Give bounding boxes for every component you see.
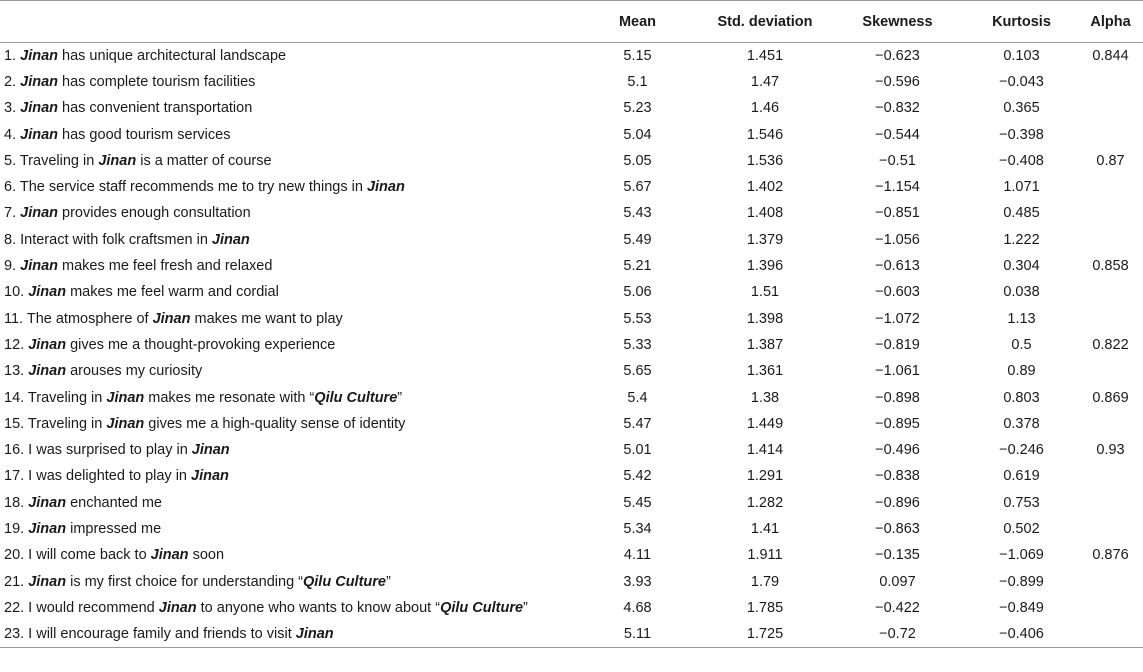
mean-cell: 5.49 (623, 231, 652, 248)
item-emphasis: Jinan (295, 625, 334, 642)
item-text: is a matter of course (136, 152, 272, 169)
mean-cell: 4.68 (623, 599, 652, 616)
alpha-cell: 0.876 (1092, 547, 1129, 564)
alpha-cell (1078, 411, 1143, 437)
kurtosis-cell: 0.5 (1011, 336, 1032, 353)
kurtosis-cell: 0.304 (1003, 258, 1040, 275)
std-deviation-cell: 1.408 (746, 205, 784, 222)
mean-cell: 5.42 (623, 468, 652, 485)
mean-cell: 5.05 (623, 152, 652, 169)
mean-cell: 5.33 (623, 336, 652, 353)
table-row (0, 174, 1143, 200)
table-row (0, 437, 1143, 463)
item-text: 9. (4, 258, 21, 275)
std-deviation-cell: 1.911 (747, 547, 783, 564)
std-deviation-cell: 1.536 (746, 152, 784, 169)
table-row (0, 490, 1143, 516)
alpha-cell: 0.822 (1092, 336, 1129, 353)
alpha-cell (1078, 174, 1143, 200)
mean-cell: 5.06 (623, 284, 652, 301)
kurtosis-cell: 0.619 (1003, 468, 1040, 485)
item-text: makes me resonate with “ (144, 389, 315, 406)
skewness-cell: −0.613 (875, 258, 920, 275)
item-text: makes me feel fresh and relaxed (58, 258, 273, 275)
alpha-cell (1078, 95, 1143, 121)
alpha-cell (1078, 516, 1143, 542)
skewness-cell: −0.72 (830, 621, 965, 647)
item-text: 6. The service staff recommends me to try new things in (4, 179, 367, 196)
alpha-cell (1078, 568, 1143, 594)
skewness-cell: −0.898 (875, 389, 920, 406)
table-row (0, 595, 1143, 621)
item-text: 21. (4, 573, 29, 590)
item-text: 4. (4, 126, 21, 143)
table-row (0, 411, 1143, 437)
std-deviation-cell: 1.79 (750, 573, 780, 590)
item-text: 7. (4, 205, 21, 222)
table-row (0, 95, 1143, 121)
kurtosis-cell: 0.803 (1003, 389, 1040, 406)
item-cell (0, 437, 575, 463)
item-text: is my first choice for understanding “ (66, 573, 303, 590)
table-row (0, 227, 1143, 253)
item-text: soon (188, 547, 225, 564)
item-emphasis: Qilu Culture (440, 599, 524, 616)
std-deviation-cell: 1.414 (746, 442, 784, 459)
item-text: arouses my curiosity (66, 363, 203, 380)
item-text: ” (385, 573, 391, 590)
kurtosis-cell: 0.502 (1003, 520, 1040, 537)
kurtosis-cell: 0.89 (1007, 363, 1036, 380)
item-text: 18. (4, 494, 29, 511)
item-cell (0, 200, 575, 226)
std-deviation-cell: 1.449 (746, 415, 784, 432)
skewness-cell: −1.056 (875, 231, 920, 248)
kurtosis-cell: 0.485 (1003, 205, 1040, 222)
skewness-cell: −0.851 (875, 205, 920, 222)
skewness-cell: −1.154 (875, 179, 920, 196)
kurtosis-cell: 0.103 (1003, 47, 1040, 64)
alpha-cell: 0.844 (1092, 47, 1129, 64)
item-text: 20. I will come back to (4, 547, 151, 564)
alpha-cell: 0.869 (1092, 389, 1129, 406)
std-deviation-cell: 1.46 (750, 100, 780, 117)
item-emphasis: Jinan (152, 310, 191, 327)
skewness-cell: −0.596 (875, 73, 920, 90)
header-alpha: Alpha (1078, 1, 1143, 43)
kurtosis-cell: 1.222 (1003, 231, 1040, 248)
table-row (0, 305, 1143, 331)
mean-cell: 5.21 (623, 258, 652, 275)
alpha-cell (1078, 200, 1143, 226)
item-text: 13. (4, 363, 29, 380)
mean-cell: 5.53 (623, 310, 652, 327)
kurtosis-cell: −0.899 (999, 573, 1044, 590)
mean-cell: 5.45 (623, 494, 652, 511)
item-cell (0, 358, 575, 384)
item-text: 1. (4, 47, 21, 64)
item-cell (0, 305, 575, 331)
table-row (0, 148, 1143, 174)
skewness-cell: −0.496 (875, 442, 920, 459)
table-row (0, 358, 1143, 384)
item-text: 23. I will encourage family and friends to visit (4, 625, 296, 642)
item-cell (0, 121, 575, 147)
table-row (0, 332, 1143, 358)
kurtosis-cell: 1.13 (1007, 310, 1036, 327)
item-text: gives me a high-quality sense of identity (144, 415, 406, 432)
item-cell (0, 542, 575, 568)
item-text: 8. Interact with folk craftsmen in (4, 231, 212, 248)
skewness-cell: −1.072 (875, 310, 920, 327)
std-deviation-cell: 1.51 (750, 284, 780, 301)
table-row (0, 121, 1143, 147)
item-text: has complete tourism facilities (58, 73, 256, 90)
item-emphasis: Jinan (28, 336, 67, 353)
skewness-cell: −0.603 (875, 284, 920, 301)
table-row (0, 621, 1143, 647)
table-row (0, 516, 1143, 542)
item-emphasis: Jinan (20, 126, 58, 143)
alpha-cell (1078, 69, 1143, 95)
item-text: makes me want to play (190, 310, 343, 327)
item-text: 19. (4, 520, 29, 537)
table-row (0, 43, 1143, 69)
skewness-cell: 0.097 (879, 573, 916, 590)
mean-cell: 4.11 (623, 547, 652, 564)
item-text: 11. The atmosphere of (4, 310, 153, 327)
item-cell (0, 69, 575, 95)
skewness-cell: −0.623 (875, 47, 920, 64)
kurtosis-cell: 0.038 (1003, 284, 1040, 301)
skewness-cell: −0.135 (875, 547, 920, 564)
std-deviation-cell: 1.396 (746, 258, 784, 275)
skewness-cell: −0.422 (875, 599, 920, 616)
item-text: 14. Traveling in (4, 389, 107, 406)
item-text: 15. Traveling in (4, 415, 107, 432)
table-row (0, 568, 1143, 594)
item-cell (0, 253, 575, 279)
kurtosis-cell: −0.043 (999, 73, 1044, 90)
table-row (0, 279, 1143, 305)
std-deviation-cell: 1.451 (746, 47, 784, 64)
item-emphasis: Jinan (20, 73, 58, 90)
item-text: gives me a thought-provoking experience (66, 336, 336, 353)
table-row (0, 69, 1143, 95)
std-deviation-cell: 1.361 (746, 363, 784, 380)
item-emphasis: Jinan (191, 468, 229, 485)
item-emphasis: Jinan (20, 47, 58, 64)
kurtosis-cell: −1.069 (999, 547, 1044, 564)
header-std-deviation: Std. deviation (700, 1, 830, 43)
item-cell (0, 279, 575, 305)
kurtosis-cell: −0.246 (999, 442, 1044, 459)
mean-cell: 5.47 (623, 415, 652, 432)
item-cell (0, 621, 575, 647)
mean-cell: 5.15 (623, 47, 652, 64)
std-deviation-cell: 1.47 (750, 73, 780, 90)
item-emphasis: Qilu Culture (303, 573, 386, 590)
skewness-cell: −0.838 (875, 468, 920, 485)
item-emphasis: Qilu Culture (314, 389, 398, 406)
item-emphasis: Jinan (28, 284, 67, 301)
item-text: provides enough consultation (58, 205, 251, 222)
item-text: 17. I was delighted to play in (4, 468, 192, 485)
mean-cell: 5.43 (623, 205, 652, 222)
item-cell (0, 463, 575, 489)
item-text: enchanted me (66, 494, 162, 511)
alpha-cell (1078, 490, 1143, 516)
header-mean: Mean (575, 1, 700, 43)
mean-cell: 5.4 (627, 389, 648, 406)
item-cell (0, 490, 575, 516)
mean-cell: 5.34 (623, 520, 652, 537)
item-emphasis: Jinan (28, 573, 67, 590)
item-cell (0, 227, 575, 253)
item-cell (0, 595, 575, 621)
item-emphasis: Jinan (366, 179, 405, 196)
alpha-cell (1078, 305, 1143, 331)
item-emphasis: Jinan (106, 389, 145, 406)
item-text: makes me feel warm and cordial (66, 284, 279, 301)
skewness-cell: −0.51 (879, 152, 916, 169)
std-deviation-cell: 1.291 (746, 468, 784, 485)
kurtosis-cell: 1.071 (1003, 179, 1040, 196)
mean-cell: 5.1 (627, 73, 648, 90)
table-row (0, 253, 1143, 279)
skewness-cell: −0.832 (875, 100, 920, 117)
item-text: 5. Traveling in (4, 152, 99, 169)
mean-cell: 5.04 (623, 126, 652, 143)
item-cell (0, 384, 575, 410)
item-text: has unique architectural landscape (58, 47, 287, 64)
item-emphasis: Jinan (191, 442, 230, 459)
mean-cell: 5.23 (623, 100, 652, 117)
kurtosis-cell: −0.406 (965, 621, 1078, 647)
alpha-cell: 0.93 (1096, 442, 1125, 459)
table-row (0, 542, 1143, 568)
std-deviation-cell: 1.785 (746, 599, 784, 616)
item-cell (0, 568, 575, 594)
item-emphasis: Jinan (28, 520, 67, 537)
item-text: to anyone who wants to know about “ (196, 599, 441, 616)
item-emphasis: Jinan (158, 599, 197, 616)
table-row (0, 384, 1143, 410)
alpha-cell (1078, 279, 1143, 305)
mean-cell: 5.67 (623, 179, 652, 196)
header-row (0, 1, 1143, 43)
table-body (0, 43, 1143, 648)
item-text: ” (397, 389, 403, 406)
item-text: 22. I would recommend (4, 599, 159, 616)
alpha-cell: 0.87 (1096, 152, 1125, 169)
mean-cell: 5.01 (623, 442, 652, 459)
std-deviation-cell: 1.402 (746, 179, 784, 196)
alpha-cell (1078, 358, 1143, 384)
item-cell (0, 95, 575, 121)
item-text: 12. (4, 336, 29, 353)
item-emphasis: Jinan (98, 152, 137, 169)
item-cell (0, 43, 575, 69)
item-emphasis: Jinan (150, 547, 189, 564)
table-row (0, 200, 1143, 226)
item-cell (0, 516, 575, 542)
std-deviation-cell: 1.41 (750, 520, 780, 537)
kurtosis-cell: 0.753 (1003, 494, 1040, 511)
item-emphasis: Jinan (20, 258, 58, 275)
item-text: 10. (4, 284, 29, 301)
item-text: 2. (4, 73, 21, 90)
item-cell (0, 411, 575, 437)
std-deviation-cell: 1.38 (750, 389, 780, 406)
item-emphasis: Jinan (28, 363, 67, 380)
skewness-cell: −0.863 (875, 520, 920, 537)
item-cell (0, 332, 575, 358)
std-deviation-cell: 1.546 (746, 126, 784, 143)
mean-cell: 5.11 (575, 621, 700, 647)
std-deviation-cell: 1.725 (700, 621, 830, 647)
item-text: impressed me (66, 520, 162, 537)
skewness-cell: −1.061 (875, 363, 920, 380)
kurtosis-cell: −0.408 (999, 152, 1044, 169)
skewness-cell: −0.544 (875, 126, 920, 143)
item-cell (0, 148, 575, 174)
alpha-cell (1078, 463, 1143, 489)
std-deviation-cell: 1.398 (746, 310, 784, 327)
alpha-cell (1078, 121, 1143, 147)
std-deviation-cell: 1.379 (746, 231, 784, 248)
mean-cell: 3.93 (623, 573, 652, 590)
alpha-cell (1078, 227, 1143, 253)
item-text: has convenient transportation (58, 100, 253, 117)
item-emphasis: Jinan (20, 205, 58, 222)
item-text: has good tourism services (58, 126, 231, 143)
item-cell (0, 174, 575, 200)
std-deviation-cell: 1.282 (746, 494, 784, 511)
skewness-cell: −0.896 (875, 494, 920, 511)
item-emphasis: Jinan (28, 494, 67, 511)
item-emphasis: Jinan (211, 231, 250, 248)
alpha-cell (1078, 621, 1143, 647)
item-emphasis: Jinan (106, 415, 145, 432)
item-text: ” (523, 599, 528, 616)
table-row (0, 463, 1143, 489)
alpha-cell (1078, 595, 1143, 621)
std-deviation-cell: 1.387 (746, 336, 784, 353)
alpha-cell: 0.858 (1092, 258, 1129, 275)
skewness-cell: −0.819 (875, 336, 920, 353)
kurtosis-cell: 0.365 (1003, 100, 1040, 117)
item-text: 3. (4, 100, 21, 117)
item-emphasis: Jinan (20, 100, 58, 117)
kurtosis-cell: 0.378 (1003, 415, 1040, 432)
skewness-cell: −0.895 (875, 415, 920, 432)
item-text: 16. I was surprised to play in (4, 442, 192, 459)
mean-cell: 5.65 (623, 363, 652, 380)
header-item (0, 1, 575, 43)
kurtosis-cell: −0.849 (999, 599, 1044, 616)
kurtosis-cell: −0.398 (999, 126, 1044, 143)
header-skewness: Skewness (830, 1, 965, 43)
header-kurtosis: Kurtosis (965, 1, 1078, 43)
